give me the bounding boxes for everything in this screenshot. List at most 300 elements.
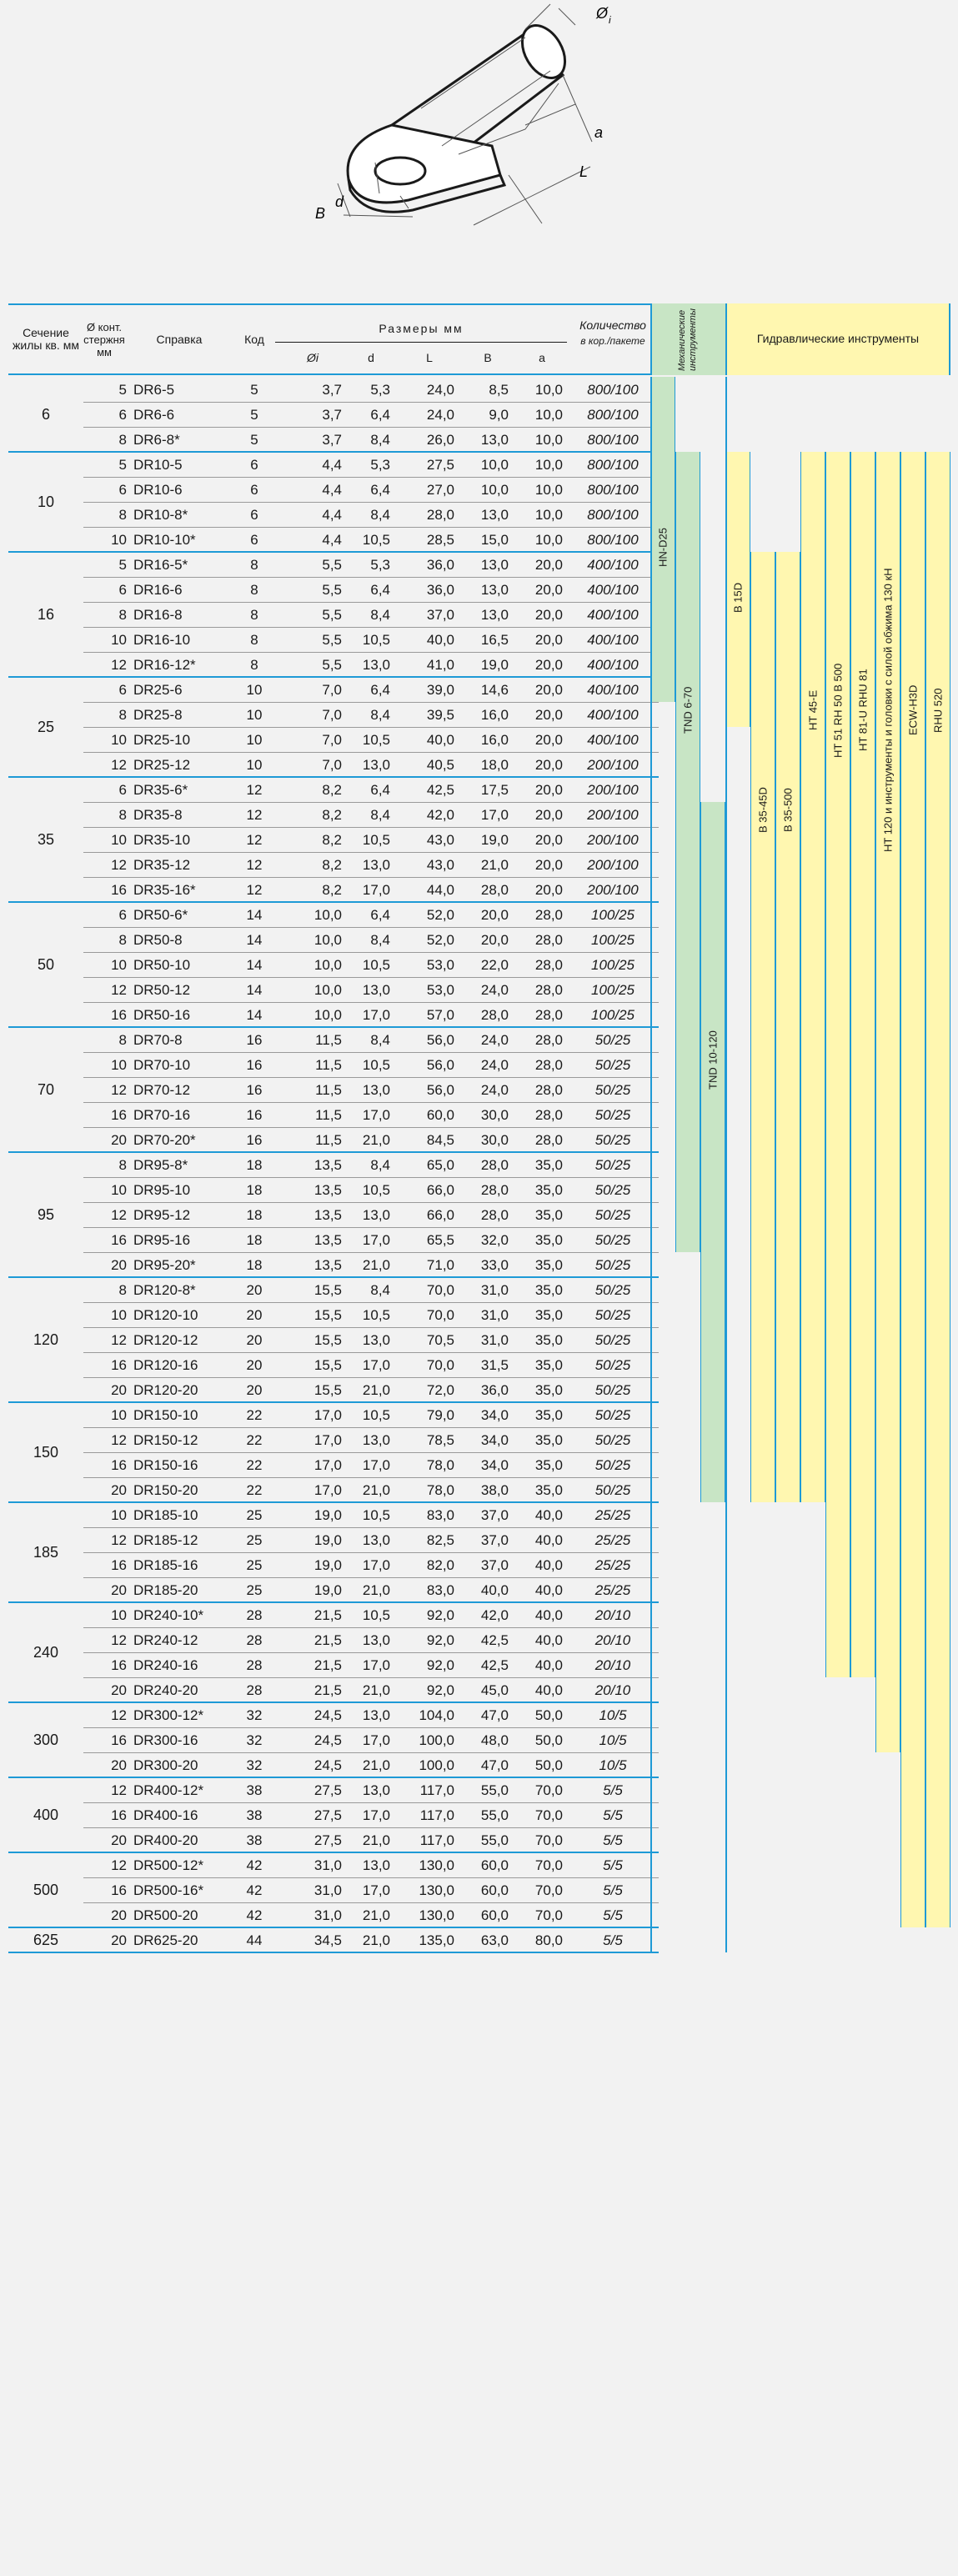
cell-B: 16,0 (480, 707, 509, 723)
cell-ref: DR95-16 (133, 1232, 191, 1248)
cell-stud: 12 (111, 757, 127, 773)
table-row (8, 477, 659, 502)
cell-code: 6 (250, 482, 258, 498)
cell-L: 83,0 (426, 1582, 454, 1598)
row-separator (83, 1002, 659, 1003)
cell-B: 55,0 (480, 1782, 509, 1798)
cell-L: 42,5 (426, 782, 454, 798)
cell-a: 20,0 (534, 607, 563, 623)
cell-d: 10,5 (362, 1307, 390, 1323)
cell-stud: 16 (111, 1007, 127, 1023)
cell-B: 45,0 (480, 1682, 509, 1698)
cell-d: 6,4 (370, 782, 390, 798)
cell-code: 10 (246, 707, 263, 723)
cell-d: 8,4 (370, 807, 390, 823)
cell-d: 17,0 (362, 1807, 390, 1823)
cell-d: 13,0 (362, 1332, 390, 1348)
cell-stud: 6 (118, 582, 127, 598)
table-row (8, 1077, 659, 1102)
cell-B: 36,0 (480, 1382, 509, 1398)
cell-ref: DR120-8* (133, 1282, 196, 1298)
cell-L: 27,0 (426, 482, 454, 498)
cell-code: 10 (246, 732, 263, 748)
cell-B: 37,0 (480, 1557, 509, 1573)
cell-L: 130,0 (419, 1857, 454, 1873)
cell-code: 42 (246, 1857, 263, 1873)
cell-B: 32,0 (480, 1232, 509, 1248)
cell-L: 65,5 (426, 1232, 454, 1248)
row-separator (83, 1477, 659, 1478)
cell-d: 13,0 (362, 1857, 390, 1873)
row-separator (83, 1302, 659, 1303)
mech-left-border (650, 303, 652, 375)
cell-qty: 800/100 (587, 457, 639, 473)
cell-L: 100,0 (419, 1757, 454, 1773)
cell-stud: 8 (118, 607, 127, 623)
cell-ref: DR6-6 (133, 407, 175, 423)
cell-B: 13,0 (480, 557, 509, 573)
cell-a: 40,0 (534, 1607, 563, 1623)
cell-a: 50,0 (534, 1732, 563, 1748)
col-d: d (368, 350, 374, 364)
cell-L: 117,0 (419, 1782, 454, 1798)
col-a: a (539, 350, 545, 364)
hydr-left-border (725, 303, 727, 375)
group-section: 10 (37, 493, 55, 510)
cell-di: 5,5 (322, 607, 342, 623)
cell-qty: 20/10 (594, 1632, 631, 1648)
cell-B: 13,0 (480, 507, 509, 523)
cell-code: 16 (246, 1132, 263, 1148)
row-separator (83, 477, 659, 478)
cell-B: 20,0 (480, 932, 509, 948)
cell-di: 13,5 (313, 1207, 342, 1223)
cell-stud: 16 (111, 882, 127, 898)
table-row (8, 802, 659, 827)
dims-underline (275, 342, 567, 343)
table-row (8, 927, 659, 952)
cell-stud: 5 (118, 557, 127, 573)
row-separator (83, 852, 659, 853)
cell-a: 70,0 (534, 1907, 563, 1923)
cell-stud: 16 (111, 1732, 127, 1748)
cell-d: 17,0 (362, 1457, 390, 1473)
cell-code: 8 (250, 657, 258, 673)
cell-a: 10,0 (534, 532, 563, 548)
cell-di: 13,5 (313, 1157, 342, 1173)
cell-code: 14 (246, 982, 263, 998)
row-separator (83, 1327, 659, 1328)
cell-B: 37,0 (480, 1507, 509, 1523)
table-row (8, 1227, 659, 1252)
cell-di: 3,7 (322, 407, 342, 423)
cell-L: 100,0 (419, 1732, 454, 1748)
cell-a: 40,0 (534, 1682, 563, 1698)
cell-L: 117,0 (419, 1807, 454, 1823)
cell-L: 24,0 (426, 382, 454, 398)
cell-stud: 12 (111, 657, 127, 673)
cell-di: 5,5 (322, 557, 342, 573)
cell-stud: 12 (111, 982, 127, 998)
cell-B: 28,0 (480, 1182, 509, 1198)
col-section: Сечение жилы кв. мм (13, 326, 79, 352)
table-row (8, 1827, 659, 1852)
cell-qty: 100/25 (591, 932, 634, 948)
cell-a: 50,0 (534, 1757, 563, 1773)
table-row (8, 1202, 659, 1227)
cell-B: 28,0 (480, 882, 509, 898)
cell-code: 14 (246, 1007, 263, 1023)
cell-code: 32 (246, 1707, 263, 1723)
cell-a: 28,0 (534, 1007, 563, 1023)
cell-qty: 5/5 (603, 1832, 623, 1848)
cell-ref: DR70-20* (133, 1132, 196, 1148)
cell-a: 28,0 (534, 1057, 563, 1073)
col-B: B (484, 350, 492, 364)
cell-stud: 20 (111, 1757, 127, 1773)
row-separator (83, 1802, 659, 1803)
cell-d: 8,4 (370, 1282, 390, 1298)
tool-label: B 35-45D (756, 787, 770, 834)
cell-code: 14 (246, 957, 263, 973)
table-row (8, 377, 659, 402)
cell-code: 32 (246, 1732, 263, 1748)
cell-code: 14 (246, 932, 263, 948)
cell-di: 21,5 (313, 1682, 342, 1698)
cell-d: 21,0 (362, 1757, 390, 1773)
cell-a: 10,0 (534, 382, 563, 398)
cell-d: 10,5 (362, 1057, 390, 1073)
cell-qty: 200/100 (587, 757, 639, 773)
cell-d: 10,5 (362, 1607, 390, 1623)
cell-ref: DR95-10 (133, 1182, 191, 1198)
table-row (8, 1602, 659, 1627)
cell-di: 11,5 (315, 1107, 342, 1123)
cell-di: 7,0 (322, 707, 342, 723)
group-section: 185 (33, 1543, 59, 1561)
cell-d: 21,0 (362, 1382, 390, 1398)
cell-L: 78,0 (426, 1457, 454, 1473)
cell-code: 38 (246, 1807, 263, 1823)
cell-qty: 50/25 (594, 1032, 631, 1048)
cell-B: 13,0 (480, 432, 509, 448)
cell-qty: 50/25 (594, 1182, 631, 1198)
cell-a: 40,0 (534, 1507, 563, 1523)
cell-di: 8,2 (322, 782, 342, 798)
cell-qty: 200/100 (587, 882, 639, 898)
cell-a: 28,0 (534, 1032, 563, 1048)
cell-ref: DR16-8 (133, 607, 183, 623)
cell-di: 10,0 (313, 932, 342, 948)
cell-di: 7,0 (322, 757, 342, 773)
tool-label: HT 45-E (806, 689, 820, 731)
cell-code: 5 (250, 432, 258, 448)
table-row (8, 1677, 659, 1702)
cell-L: 92,0 (426, 1657, 454, 1673)
table-row (8, 1877, 659, 1902)
row-separator (83, 1727, 659, 1728)
group-section: 500 (33, 1881, 59, 1898)
table-row (8, 1052, 659, 1077)
cell-d: 13,0 (362, 1532, 390, 1548)
cell-stud: 6 (118, 482, 127, 498)
row-separator (83, 1627, 659, 1628)
cell-di: 11,5 (315, 1057, 342, 1073)
cell-ref: DR10-10* (133, 532, 196, 548)
cell-qty: 50/25 (594, 1432, 631, 1448)
tool-label: B 15D (731, 582, 745, 614)
cell-stud: 10 (111, 957, 127, 973)
cell-L: 66,0 (426, 1207, 454, 1223)
cell-B: 22,0 (480, 957, 509, 973)
cell-code: 42 (246, 1882, 263, 1898)
cell-B: 34,0 (480, 1407, 509, 1423)
table-row (8, 1427, 659, 1452)
cell-a: 20,0 (534, 882, 563, 898)
cell-d: 10,5 (362, 1407, 390, 1423)
cell-qty: 100/25 (591, 907, 634, 923)
cell-a: 20,0 (534, 757, 563, 773)
cell-d: 13,0 (362, 857, 390, 873)
cell-L: 40,0 (426, 732, 454, 748)
row-separator (83, 1677, 659, 1678)
B-label: B (315, 205, 326, 222)
cell-a: 40,0 (534, 1632, 563, 1648)
row-separator (83, 1452, 659, 1453)
row-separator (83, 727, 659, 728)
cell-di: 17,0 (313, 1482, 342, 1498)
cell-a: 35,0 (534, 1332, 563, 1348)
cell-L: 92,0 (426, 1607, 454, 1623)
cell-B: 14,6 (480, 682, 509, 698)
cell-di: 17,0 (313, 1457, 342, 1473)
cell-ref: DR6-8* (133, 432, 180, 448)
row-separator (83, 502, 659, 503)
cell-qty: 800/100 (587, 432, 639, 448)
cell-stud: 8 (118, 432, 127, 448)
cell-L: 130,0 (419, 1882, 454, 1898)
cell-d: 6,4 (370, 907, 390, 923)
cell-qty: 400/100 (587, 632, 639, 648)
col-mech: Механические инструменты (677, 308, 698, 372)
cell-qty: 20/10 (594, 1607, 631, 1623)
cell-L: 70,5 (426, 1332, 454, 1348)
col-hydr: Гидравлические инструменты (756, 331, 920, 345)
tool-label: RHU 520 (931, 688, 945, 733)
cell-a: 35,0 (534, 1432, 563, 1448)
table-row (8, 652, 659, 677)
cell-a: 35,0 (534, 1407, 563, 1423)
cell-ref: DR185-10 (133, 1507, 198, 1523)
cell-ref: DR50-6* (133, 907, 188, 923)
L-label: L (579, 163, 589, 180)
cell-L: 82,0 (426, 1557, 454, 1573)
row-separator (83, 1377, 659, 1378)
tool-label: B 35-500 (781, 788, 795, 833)
cell-qty: 50/25 (594, 1207, 631, 1223)
cell-B: 33,0 (480, 1257, 509, 1273)
cell-d: 8,4 (370, 1157, 390, 1173)
cell-qty: 200/100 (587, 832, 639, 848)
cell-code: 12 (246, 832, 263, 848)
cell-code: 28 (246, 1657, 263, 1673)
cell-stud: 12 (111, 1632, 127, 1648)
cell-d: 17,0 (362, 1882, 390, 1898)
row-separator (83, 627, 659, 628)
cell-code: 18 (246, 1232, 263, 1248)
cell-d: 21,0 (362, 1257, 390, 1273)
cell-di: 19,0 (313, 1532, 342, 1548)
cell-stud: 8 (118, 707, 127, 723)
cell-qty: 400/100 (587, 607, 639, 623)
table-row (8, 1927, 659, 1952)
cell-a: 70,0 (534, 1832, 563, 1848)
cell-L: 79,0 (426, 1407, 454, 1423)
table-row (8, 1127, 659, 1152)
table-row (8, 752, 659, 777)
cell-qty: 50/25 (594, 1407, 631, 1423)
cell-d: 8,4 (370, 1032, 390, 1048)
cell-stud: 8 (118, 1032, 127, 1048)
cell-B: 42,5 (480, 1657, 509, 1673)
cell-d: 6,4 (370, 682, 390, 698)
cell-ref: DR300-20 (133, 1757, 198, 1773)
row-separator (83, 1577, 659, 1578)
cell-code: 6 (250, 532, 258, 548)
cell-di: 10,0 (313, 1007, 342, 1023)
cell-a: 28,0 (534, 982, 563, 998)
cell-di: 15,5 (313, 1307, 342, 1323)
cell-qty: 50/25 (594, 1107, 631, 1123)
cell-code: 28 (246, 1607, 263, 1623)
cell-stud: 12 (111, 1207, 127, 1223)
cell-L: 56,0 (426, 1057, 454, 1073)
cell-qty: 100/25 (591, 957, 634, 973)
row-separator (83, 877, 659, 878)
table-row (8, 1527, 659, 1552)
cell-L: 40,5 (426, 757, 454, 773)
cell-code: 10 (246, 757, 263, 773)
cell-qty: 10/5 (599, 1707, 627, 1723)
table-row (8, 1652, 659, 1677)
cell-code: 25 (246, 1507, 263, 1523)
cell-di: 15,5 (313, 1282, 342, 1298)
cell-di: 11,5 (315, 1032, 342, 1048)
cell-qty: 800/100 (587, 507, 639, 523)
cell-qty: 5/5 (603, 1882, 623, 1898)
cell-B: 63,0 (480, 1932, 509, 1948)
cell-code: 42 (246, 1907, 263, 1923)
group-section: 120 (33, 1331, 59, 1348)
cell-d: 8,4 (370, 707, 390, 723)
cell-stud: 10 (111, 1507, 127, 1523)
row-separator (83, 1902, 659, 1903)
cell-d: 6,4 (370, 482, 390, 498)
cell-a: 50,0 (534, 1707, 563, 1723)
cell-qty: 400/100 (587, 557, 639, 573)
cell-di: 19,0 (313, 1557, 342, 1573)
cell-a: 20,0 (534, 732, 563, 748)
cell-a: 70,0 (534, 1857, 563, 1873)
cell-L: 56,0 (426, 1082, 454, 1098)
table-row (8, 902, 659, 927)
cell-stud: 12 (111, 1532, 127, 1548)
cell-d: 13,0 (362, 657, 390, 673)
cell-L: 28,5 (426, 532, 454, 548)
cell-a: 40,0 (534, 1657, 563, 1673)
cell-L: 92,0 (426, 1632, 454, 1648)
cell-di: 15,5 (313, 1357, 342, 1373)
table-row (8, 777, 659, 802)
table-row (8, 1152, 659, 1177)
cell-d: 13,0 (362, 1207, 390, 1223)
cell-B: 10,0 (480, 482, 509, 498)
tool-label: TND 10-120 (706, 1030, 720, 1090)
cell-L: 92,0 (426, 1682, 454, 1698)
cell-stud: 16 (111, 1107, 127, 1123)
cell-B: 48,0 (480, 1732, 509, 1748)
table-row (8, 1852, 659, 1877)
cell-ref: DR400-16 (133, 1807, 198, 1823)
cell-qty: 50/25 (594, 1082, 631, 1098)
cell-qty: 25/25 (594, 1532, 631, 1548)
cell-di: 5,5 (322, 582, 342, 598)
table-row (8, 1327, 659, 1352)
cell-di: 27,5 (313, 1782, 342, 1798)
cell-a: 28,0 (534, 932, 563, 948)
row-separator (83, 577, 659, 578)
cell-stud: 8 (118, 1157, 127, 1173)
row-separator (83, 802, 659, 803)
cell-a: 80,0 (534, 1932, 563, 1948)
cell-stud: 16 (111, 1357, 127, 1373)
cell-stud: 10 (111, 1057, 127, 1073)
cell-code: 14 (246, 907, 263, 923)
cell-di: 17,0 (313, 1432, 342, 1448)
cell-d: 17,0 (362, 1007, 390, 1023)
table-row (8, 1352, 659, 1377)
cell-di: 4,4 (322, 482, 342, 498)
cell-qty: 100/25 (591, 1007, 634, 1023)
col-qty: Количество (579, 318, 646, 332)
col-stud: Ø конт. стержня мм (83, 320, 125, 358)
cell-code: 18 (246, 1257, 263, 1273)
cell-qty: 20/10 (594, 1657, 631, 1673)
cell-code: 20 (246, 1282, 263, 1298)
hydr-right-border (949, 303, 950, 375)
row-separator (83, 652, 659, 653)
cell-d: 21,0 (362, 1682, 390, 1698)
cell-B: 19,0 (480, 832, 509, 848)
cell-ref: DR300-12* (133, 1707, 204, 1723)
cell-qty: 10/5 (599, 1757, 627, 1773)
cell-code: 8 (250, 582, 258, 598)
cell-stud: 20 (111, 1257, 127, 1273)
cell-di: 13,5 (313, 1257, 342, 1273)
cell-B: 42,5 (480, 1632, 509, 1648)
cell-ref: DR25-6 (133, 682, 183, 698)
cell-a: 40,0 (534, 1532, 563, 1548)
cell-d: 13,0 (362, 757, 390, 773)
cell-di: 10,0 (313, 907, 342, 923)
row-separator (83, 1252, 659, 1253)
table-row (8, 1777, 659, 1802)
table-row (8, 1027, 659, 1052)
cell-a: 20,0 (534, 657, 563, 673)
cell-L: 130,0 (419, 1907, 454, 1923)
table-row (8, 677, 659, 702)
cell-code: 44 (246, 1932, 263, 1948)
